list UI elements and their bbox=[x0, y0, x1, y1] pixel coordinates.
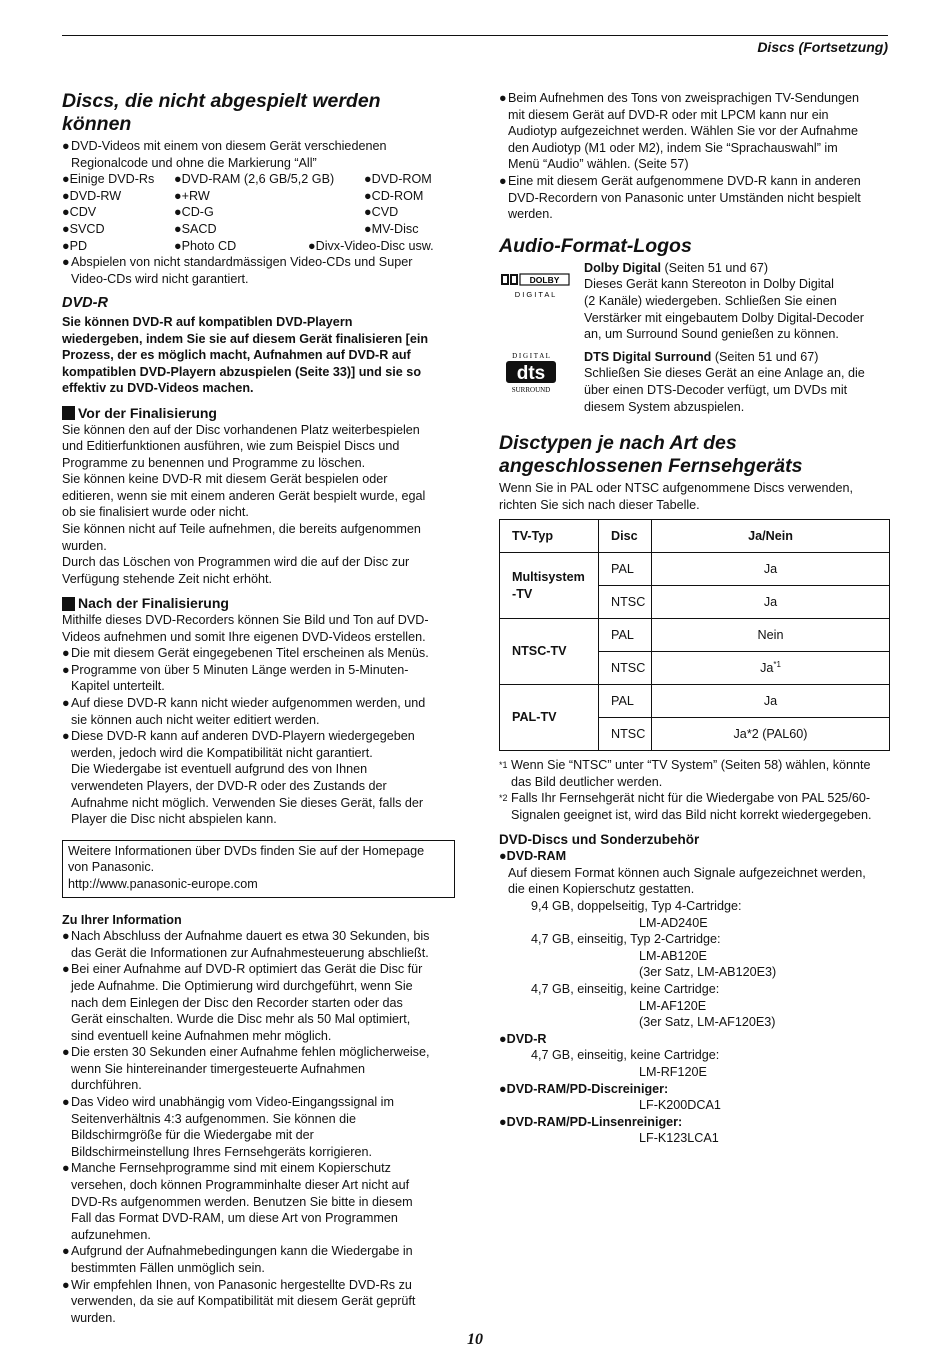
before-finalize-text: Sie können den auf der Disc vorhandenen Platz weiterbespielen und Editierfunktionen ausführen, wie zum Beispiel Discs und Programme zu benennen und Programme zu löschen. Sie können keine DVD-R mit diesem Gerät bespielen oder editieren, wenn sie mit einem anderen Gerät bespielt wurde, egal ob sie finalisiert wurde oder nicht. Sie können nicht auf Teile aufnehmen, die bereits aufgenommen wurden. Durch das Löschen von Programmen wird die auf der Disc zur Verfügung stehende Zeit nicht erhöht. bbox=[62, 422, 426, 586]
dolby-entry: DOLBY D I G I T A L Dolby Digital (Seiten 51 und 67) Dieses Gerät kann Stereoton in Dolby Digital (2 Kanäle) wiedergeben. Schließen Sie einen Verstärker mit eingebautem Dolby Digital-Decoder an, um Surround Sound genießen zu können. bbox=[499, 260, 890, 343]
info-box: Weitere Informationen über DVDs finden Sie auf der Homepage von Panasonic. http://www.panasonic-europe.com bbox=[62, 840, 455, 898]
list-item: ● Eine mit diesem Gerät aufgenommene DVD-R kann in anderen DVD-Recordern von Panasonic unter Umständen nicht bespielt werden. bbox=[499, 173, 861, 222]
square-bullet-icon bbox=[62, 597, 75, 611]
list-item: ●DVD-RAM/PD-Discreiniger: bbox=[499, 1081, 669, 1096]
list-item: ● Beim Aufnehmen des Tons von zweisprachigen TV-Sendungen mit diesem Gerät auf DVD-R oder mit LPCM kann nur ein Audiotyp aufgezeichnet werden. Wählen Sie vor der Aufnahme den Audiotyp (M1 oder M2), indem Sie “Sprachauswahl” im Menü “Audio” wählen. (Seite 57) bbox=[499, 91, 859, 172]
table-row: NTSC Ja bbox=[500, 586, 890, 619]
list-item: ● Wir empfehlen Ihnen, von Panasonic hergestellte DVD-Rs zu verwenden, da sie auf Kompatibilität mit diesem Gerät geprüft wurden. bbox=[62, 1277, 416, 1325]
disc-type-grid: ●Einige DVD-Rs ●DVD-RAM (2,6 GB/5,2 GB) ●DVD-ROM ●DVD-RW ●+RW ●CD-ROM ●CDV ●CD-G ●CVD ●SVCD ●SACD ●MV-Disc ●PD ●Photo CD ●Divx-Video-Disc usw. bbox=[62, 172, 434, 253]
dts-digital-surround-logo bbox=[499, 351, 563, 393]
dts-entry: D I G I T A L dts SURROUND DTS Digital Surround (Seiten 51 und 67) Schließen Sie dieses Gerät an eine Anlage an, die über einen DTS-Decoder verfügt, um DVDs mit diesem System abzuspielen. bbox=[499, 349, 890, 415]
footnotes bbox=[499, 757, 890, 823]
right-column: ● Beim Aufnehmen des Tons von zweisprachigen TV-Sendungen mit diesem Gerät auf DVD-R oder mit LPCM kann nur ein Audiotyp aufgezeichnet werden. Wählen Sie vor der Aufnahme den Audiotyp (M1 oder M2), indem Sie “Sprachauswahl” im Menü “Audio” wählen. (Seite 57) ● Eine mit diesem Gerät aufgenommene DVD-R kann in anderen DVD-Recordern von Panasonic unter Umständen nicht bespielt werden. Audio-Format-Logos DOLBY D I G I T A L Dolby Digital (Seiten 51 und 67) Dieses Gerät kann Stereoton in Dolby Digital (2 Kanäle) wiedergeben. Schließen Sie einen Verstärker mit eingebautem Dolby Digital-Decoder an, um Surround Sound genießen zu können. D I G I T A L dts SURROUND DTS Digital Surround (Seiten 51 und 67) Schließen Sie dieses Gerät an eine Anlage an, die über einen DTS-Decoder verfügt, um DVDs mit diesem System abzuspielen. Disctypen je nach Art des angeschlossenen Fernsehgeräts Wenn Sie in PAL oder NTSC aufgenommene Discs verwenden, richten Sie sich nach dieser Tabelle. TV-Typ Disc Ja/Nein Multisystem -TV PAL Ja NTSC Ja NTSC-TV PAL Nein NTSC Ja$^{*1}$ PAL-TV PAL Ja NTSC Ja*2 (PAL60) *1 Wenn Sie “NTSC” unter “TV System” (Seiten 58) wählen, könnte das Bild deutlicher werden. *2 Falls Ihr Fernsehgerät nicht für die Wiedergabe von PAL 525/60- Signalen geeignet ist, wird das Bild nicht korrekt wiedergegeben. DVD-Discs und Sonderzubehör ●DVD-RAM Auf diesem Format können auch Signale aufgezeichnet werden, die einen Kopierschutz gestatten. 9,4 GB, doppelseitig, Typ 4-Cartridge: LM-AD240E 4,7 GB, einseitig, Typ 2-Cartridge: LM-AB120E (3er Satz, LM-AB120E3) 4,7 GB, einseitig, keine Cartridge: LM-AF120E (3er Satz, LM-AF120E3) ●DVD-R 4,7 GB, einseitig, keine Cartridge: LM-RF120E ●DVD-RAM/PD-Discreiniger: LF-K200DCA1 ●DVD-RAM/PD-Linsenreiniger: LF-K123LCA1 bbox=[499, 90, 890, 1147]
list-item: ●DVD-RAM/PD-Linsenreiniger: bbox=[499, 1114, 683, 1129]
list-item: ● Diese DVD-R kann auf anderen DVD-Playern wiedergegeben werden, jedoch wird die Kompatibilität nicht garantiert. Die Wiedergabe ist eventuell aufgrund des von Ihnen verwendeten Players, der DVD-R oder des Zustands der Aufnahme nicht möglich. Verwenden Sie dieses Gerät, falls der Player die Disc nicht abspielen kann. bbox=[62, 729, 424, 827]
subheading-before-finalize: Vor der Finalisierung bbox=[62, 405, 455, 422]
section-title-audio-logos: Audio-Format-Logos bbox=[499, 234, 692, 257]
tv-compatibility-table bbox=[499, 519, 890, 751]
subheading-after-finalize: Nach der Finalisierung bbox=[62, 595, 455, 612]
table-row: NTSC Ja*2 (PAL60) bbox=[500, 718, 890, 751]
svg-text:D I G I T A L: D I G I T A L bbox=[514, 289, 556, 299]
list-item: ● Abspielen von nicht standardmässigen Video-CDs und Super Video-CDs wird nicht garantiert. bbox=[62, 255, 413, 286]
footnote: *1 Wenn Sie “NTSC” unter “TV System” (Seiten 58) wählen, könnte das Bild deutlicher werden. bbox=[499, 758, 871, 789]
section-title-not-playable: Discs, die nicht abgespielt werden können bbox=[62, 90, 381, 135]
svg-text:SURROUND: SURROUND bbox=[511, 385, 551, 393]
list-item: ● Nach Abschluss der Aufnahme dauert es etwa 30 Sekunden, bis das Gerät die Informationen zur Aufnahmesteuerung abschließt. bbox=[62, 929, 430, 960]
footnote: *2 Falls Ihr Fernsehgerät nicht für die Wiedergabe von PAL 525/60- Signalen geeignet ist, wird das Bild nicht korrekt wiedergegeben. bbox=[499, 791, 872, 823]
list-item: ● DVD-Videos mit einem von diesem Gerät verschiedenen Regionalcode und ohne die Markierung “All” bbox=[62, 139, 387, 170]
list-item: ● Das Video wird unabhängig vom Video-Eingangssignal im Seitenverhältnis 4:3 aufgenommen. Sie können die Bildschirmgröße für die Wiedergabe mit der Bildschirmeinstellung Ihres Fernsehgeräts korrigieren. bbox=[62, 1095, 394, 1159]
svg-text:DOLBY: DOLBY bbox=[529, 274, 560, 285]
homepage-link[interactable]: http://www.panasonic-europe.com bbox=[68, 876, 258, 891]
table-row: PAL-TV PAL Ja bbox=[500, 685, 890, 718]
disctype-intro: Wenn Sie in PAL oder NTSC aufgenommene Discs verwenden, richten Sie sich nach dieser Tabelle. bbox=[499, 481, 853, 512]
svg-text:D I G I T A L: D I G I T A L bbox=[512, 351, 550, 360]
dvdr-intro: Sie können DVD-R auf kompatiblen DVD-Playern wiedergeben, indem Sie sie auf diesem Gerät finalisieren [ein Prozess, der es möglich macht, Aufnahmen auf DVD-R auf kompatiblen DVD-Playern abzuspielen (Seite 33)] und sie so effektiv zu DVD-Videos machen. bbox=[62, 314, 429, 396]
svg-text:dts: dts bbox=[516, 362, 546, 384]
list-item: ● Manche Fernsehprogramme sind mit einem Kopierschutz versehen, doch können Programminhalte dieser Art nicht auf DVD-Rs aufgenommen werden. Benutzen Sie bitte in diesem Fall das Format DVD-RAM, um diese Art von Programmen aufzunehmen. bbox=[62, 1161, 413, 1242]
page-number: 10 bbox=[467, 1331, 483, 1348]
table-row: NTSC-TV PAL Nein bbox=[500, 619, 890, 652]
list-item: ● Auf diese DVD-R kann nicht wieder aufgenommen werden, und sie können auch nicht weiter editiert werden. bbox=[62, 696, 426, 727]
section-title-disctypes: Disctypen je nach Art des angeschlossenen Fernsehgeräts bbox=[499, 432, 803, 478]
info-heading: Zu Ihrer Information bbox=[62, 912, 182, 927]
table-row: Multisystem -TV PAL Ja bbox=[500, 553, 890, 586]
running-header: Discs (Fortsetzung) bbox=[757, 39, 888, 55]
square-bullet-icon bbox=[62, 406, 75, 420]
list-item: ● Programme von über 5 Minuten Länge werden in 5-Minuten- Kapitel unterteilt. bbox=[62, 662, 409, 694]
header-rule bbox=[62, 35, 888, 36]
left-column bbox=[62, 90, 455, 1326]
list-item: ●DVD-R bbox=[499, 1031, 547, 1046]
dvdr-heading: DVD-R bbox=[62, 295, 108, 312]
accessories-heading: DVD-Discs und Sonderzubehör bbox=[499, 831, 700, 847]
list-item: ● Die ersten 30 Sekunden einer Aufnahme fehlen möglicherweise, wenn Sie hintereinander timergesteuerte Aufnahmen durchführen. bbox=[62, 1045, 430, 1093]
list-item: ● Die mit diesem Gerät eingegebenen Titel erscheinen als Menüs. bbox=[62, 646, 429, 661]
after-finalize-text: Mithilfe dieses DVD-Recorders können Sie Bild und Ton auf DVD- Videos aufnehmen und somit Ihre eigenen DVD-Videos erstellen. bbox=[62, 613, 429, 644]
table-row: NTSC Ja$^{*1}$ bbox=[500, 652, 890, 685]
table-header-row: TV-Typ Disc Ja/Nein bbox=[500, 520, 890, 553]
list-item: ● Aufgrund der Aufnahmebedingungen kann die Wiedergabe in bestimmten Fällen unmöglich sein. bbox=[62, 1244, 413, 1275]
list-item: ● Bei einer Aufnahme auf DVD-R optimiert das Gerät die Disc für jede Aufnahme. Die Optimierung wird durchgeführt, wenn Sie nach dem Einlegen der Disc den Recorder starten oder das Gerät einschalten. Wurde die Disc mehr als 50 Mal optimiert, sind eventuell keine Aufnahmen mehr möglich. bbox=[62, 962, 423, 1043]
list-item: ●DVD-RAM bbox=[499, 849, 567, 864]
dolby-digital-logo bbox=[499, 272, 571, 302]
